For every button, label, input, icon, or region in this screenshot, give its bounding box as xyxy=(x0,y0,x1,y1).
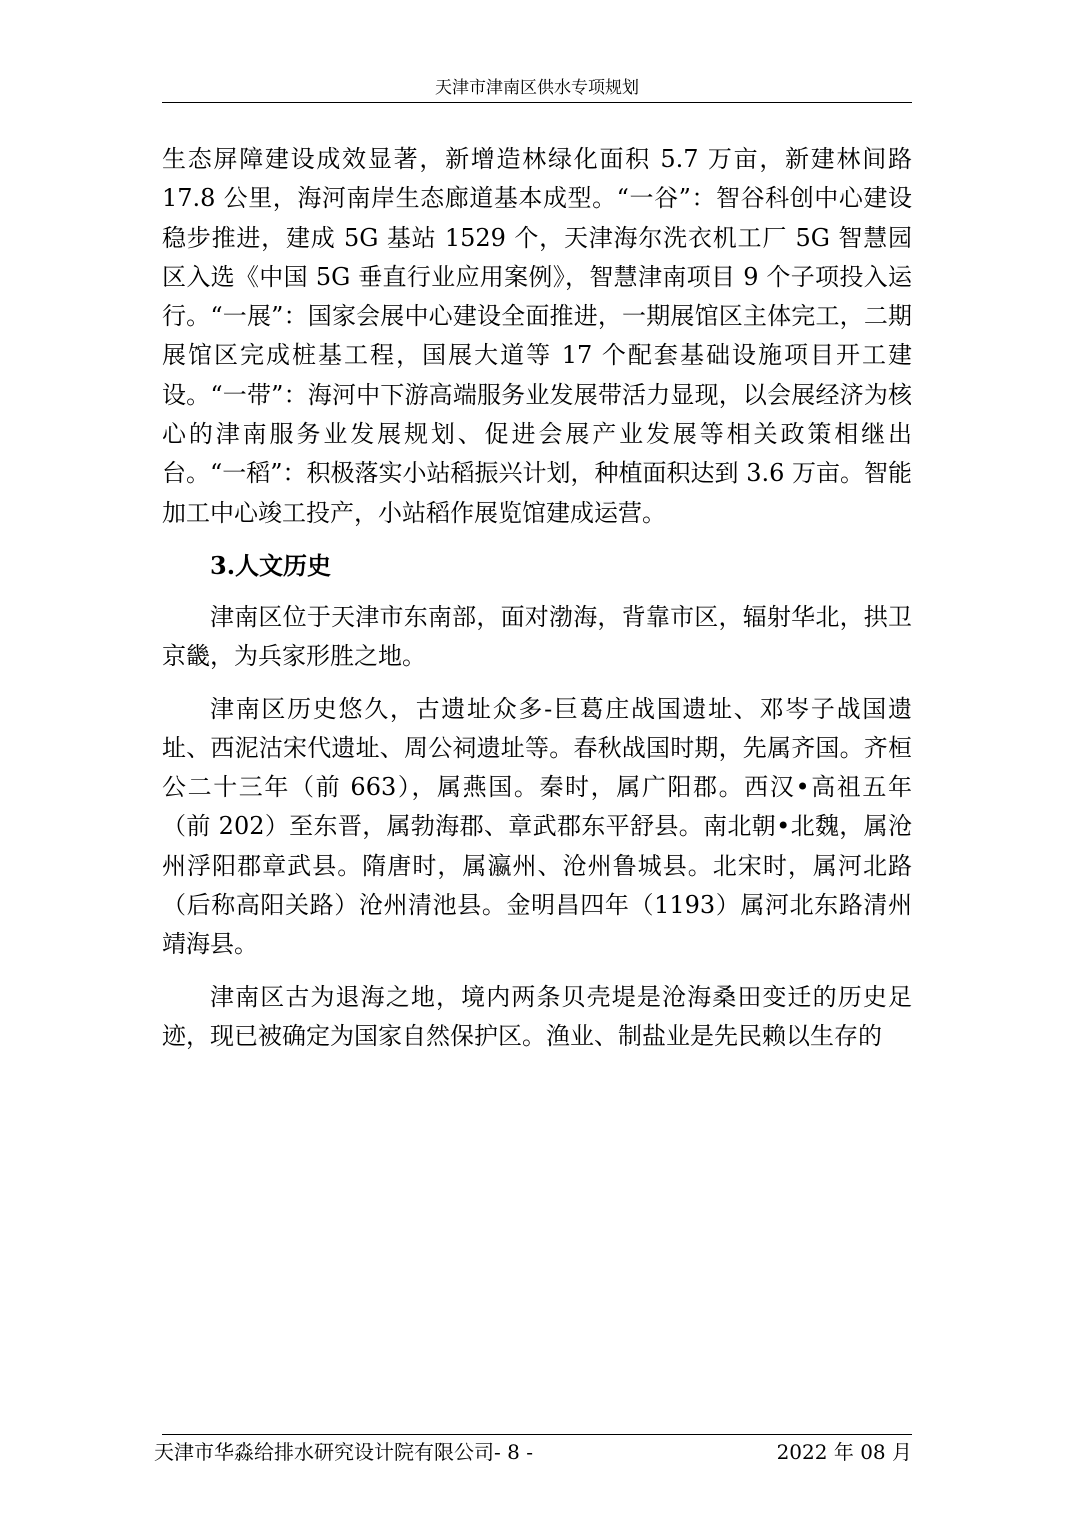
header-divider xyxy=(162,102,912,103)
document-body xyxy=(162,140,912,1069)
page-header xyxy=(162,74,912,104)
document-title: 天津市津南区供水专项规划 xyxy=(435,78,639,98)
body-paragraph: 津南区古为退海之地，境内两条贝壳堤是沧海桑田变迁的历史足迹，现已被确定为国家自然保护区。渔业、制盐业是先民赖以生存的 xyxy=(162,982,912,1050)
body-paragraph: 津南区位于天津市东南部，面对渤海，背靠市区，辐射华北，拱卫京畿，为兵家形胜之地。 xyxy=(162,602,912,671)
body-paragraph: 生态屏障建设成效显著，新增造林绿化面积 5.7 万亩，新建林间路 17.8 公里，海河南岸生态廊道基本成型。“一谷”：智谷科创中心建设稳步推进，建成 5G 基站 1529 个，天津海尔洗衣机工厂 5G 智慧园区入选《中国 5G 垂直行业应用案例》，智慧津南项目 9 个子项投入运行。“一展”：国家会展中心建设全面推进，一期展馆区主体完工，二期展馆区完成桩基工程，国展大道等 17 个配套基础设施项目开工建设。“一带”：海河中下游高端服务业发展带活力显现，以会展经济为核心的津南服务业发展规划、促进会展产业发展等相关政策相继出台。“一稻”：积极落实小站稻振兴计划，种植面积达到 3.6 万亩。智能加工中心竣工投产，小站稻作展览馆建成运营。 xyxy=(162,145,912,527)
footer-company-page: 天津市华淼给排水研究设计院有限公司- 8 - xyxy=(154,1440,533,1464)
footer-divider xyxy=(162,1434,912,1435)
page-footer xyxy=(154,1438,912,1466)
footer-date: 2022 年 08 月 xyxy=(776,1440,912,1464)
body-paragraph: 津南区历史悠久，古遗址众多-巨葛庄战国遗址、邓岑子战国遗址、西泥沽宋代遗址、周公祠遗址等。春秋战国时期，先属齐国。齐桓公二十三年（前 663），属燕国。秦时，属广阳郡。西汉•高祖五年（前 202）至东晋，属勃海郡、章武郡东平舒县。南北朝•北魏，属沧州浮阳郡章武县。隋唐时，属瀛州、沧州鲁城县。北宋时，属河北路（后称高阳关路）沧州清池县。金明昌四年（1193）属河北东路清州靖海县。 xyxy=(162,694,912,959)
section-heading: 3.人文历史 xyxy=(210,550,332,580)
